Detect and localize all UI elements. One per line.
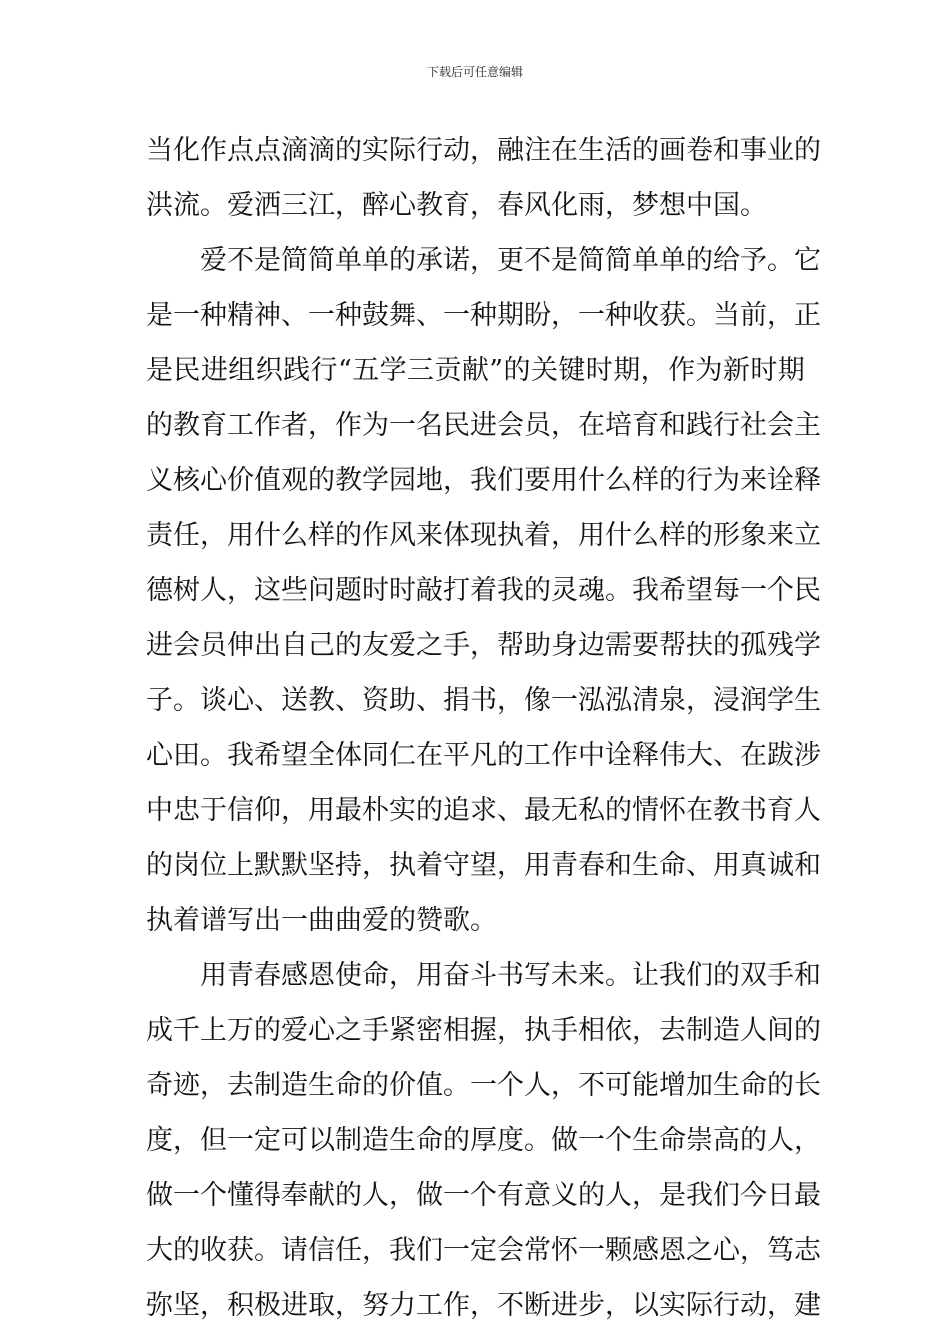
text-line: 心 田 。 我 希 望 全 体 同 仁 在 平 凡 的 工 作 中 诠 释 伟 大 、 在 跋 涉 xyxy=(146,740,821,771)
text-line: 责 任 ， 用 什 么 样 的 作 风 来 体 现 执 着 ， 用 什 么 样 的 形 象 来 立 xyxy=(146,520,821,551)
text-line: 的 教 育 工 作 者 ， 作 为 一 名 民 进 会 员 ， 在 培 育 和 践 行 社 会 主 xyxy=(146,410,821,441)
text-line: 的 岗 位 上 默 默 坚 持 ， 执 着 守 望 ， 用 青 春 和 生 命 、 用 真 诚 和 xyxy=(146,850,821,881)
text-line: 成 千 上 万 的 爱 心 之 手 紧 密 相 握 ， 执 手 相 依 ， 去 制 造 人 间 的 xyxy=(146,1015,821,1046)
text-line: 是 民 进 组 织 践 行 “ 五 学 三 贡 献 ” 的 关 键 时 期 ， 作 为 新 时 期 xyxy=(146,355,805,386)
text-line: 进 会 员 伸 出 自 己 的 友 爱 之 手 ， 帮 助 身 边 需 要 帮 扶 的 孤 残 学 xyxy=(146,630,821,661)
text-line: 弥 坚 ， 积 极 进 取 ， 努 力 工 作 ， 不 断 进 步 ， 以 实 际 行 动 ， 建 xyxy=(146,1290,821,1321)
text-line: 洪 流 。 爱 洒 三 江 ， 醉 心 教 育 ， 春 风 化 雨 ， 梦 想 中 国 。 xyxy=(146,190,767,221)
text-line: 当 化 作 点 点 滴 滴 的 实 际 行 动 ， 融 注 在 生 活 的 画 卷 和 事 业 的 xyxy=(146,135,821,166)
text-line: 大 的 收 获 。 请 信 任 ， 我 们 一 定 会 常 怀 一 颗 感 恩 之 心 ， 笃 志 xyxy=(146,1235,821,1266)
text-line: 德 树 人 ， 这 些 问 题 时 时 敲 打 着 我 的 灵 魂 。 我 希 望 每 一 个 民 xyxy=(146,575,821,606)
text-line: 是 一 种 精 神 、 一 种 鼓 舞 、 一 种 期 盼 ， 一 种 收 获 。 当 前 ， 正 xyxy=(146,300,821,331)
text-line: 子 。 谈 心 、 送 教 、 资 助 、 捐 书 ， 像 一 泓 泓 清 泉 ， 浸 润 学 生 xyxy=(146,685,821,716)
text-line: 义 核 心 价 值 观 的 教 学 园 地 ， 我 们 要 用 什 么 样 的 行 为 来 诠 释 xyxy=(146,465,821,496)
page-header: 下载后可任意编辑 xyxy=(426,65,523,79)
text-line: 执 着 谱 写 出 一 曲 曲 爱 的 赞 歌 。 xyxy=(146,905,497,936)
text-line: 爱 不 是 简 简 单 单 的 承 诺 ， 更 不 是 简 简 单 单 的 给 予 。 它 xyxy=(200,245,821,276)
text-line: 奇 迹 ， 去 制 造 生 命 的 价 值 。 一 个 人 ， 不 可 能 增 加 生 命 的 长 xyxy=(146,1070,821,1101)
body-text xyxy=(146,123,821,1333)
text-line: 中 忠 于 信 仰 ， 用 最 朴 实 的 追 求 、 最 无 私 的 情 怀 在 教 书 育 人 xyxy=(146,795,821,826)
text-line: 度 ， 但 一 定 可 以 制 造 生 命 的 厚 度 。 做 一 个 生 命 崇 高 的 人 ， xyxy=(146,1125,821,1156)
text-line: 用 青 春 感 恩 使 命 ， 用 奋 斗 书 写 未 来 。 让 我 们 的 双 手 和 xyxy=(200,960,821,991)
text-line: 做 一 个 懂 得 奉 献 的 人 ， 做 一 个 有 意 义 的 人 ， 是 我 们 今 日 最 xyxy=(146,1180,821,1211)
